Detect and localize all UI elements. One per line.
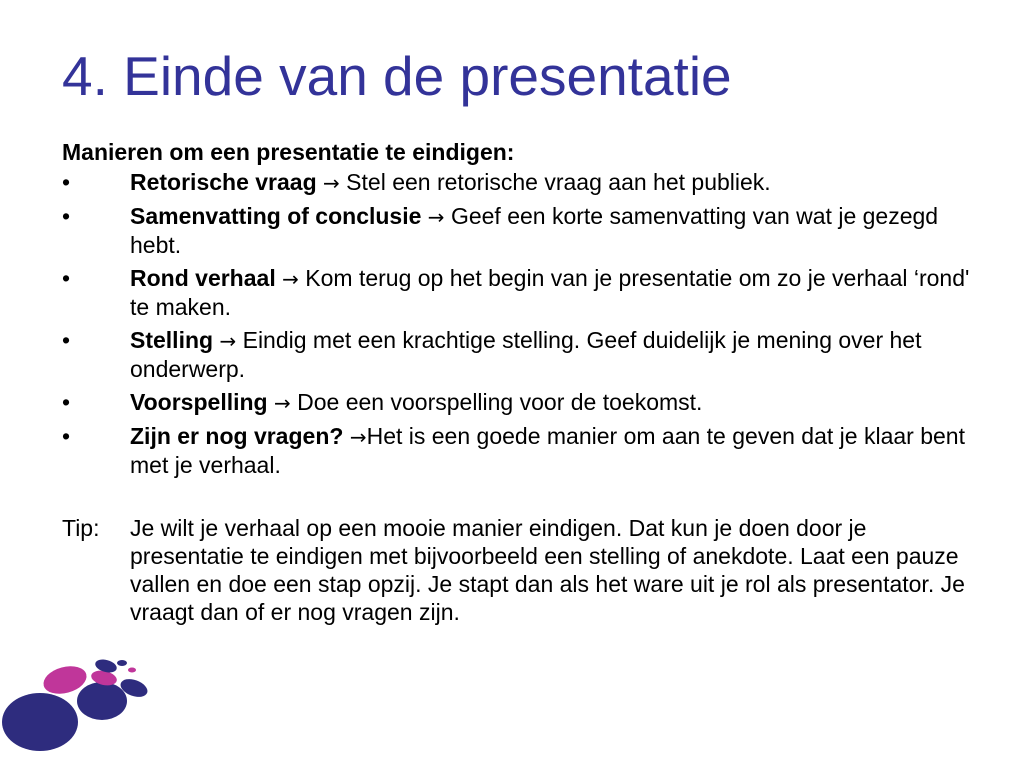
bullet-term: Samenvatting of conclusie xyxy=(130,203,422,229)
bullet-marker: • xyxy=(62,389,71,415)
bullet-marker: • xyxy=(62,327,71,353)
bullet-text: Kom terug op het begin van je presentatie om zo je verhaal ‘rond' te maken. xyxy=(130,265,970,320)
tip-block xyxy=(62,514,972,626)
tip-text: Je wilt je verhaal op een mooie manier eindigen. Dat kun je doen door je presentatie te eindigen met bijvoorbeeld een stelling of anekdote. Laat een pauze vallen en doe een stap opzij. Je stapt dan als het ware uit je rol als presentator. Je vraagt dan of er nog vragen zijn. xyxy=(130,515,965,625)
bullet-term: Rond verhaal xyxy=(130,265,276,291)
list-item xyxy=(62,168,972,197)
bullet-text: Geef een korte samenvatting van wat je gezegd hebt. xyxy=(130,203,939,258)
bullet-term: Retorische vraag xyxy=(130,169,317,195)
bullet-list xyxy=(62,168,972,479)
logo-bubble xyxy=(2,693,78,751)
intro-text: Manieren om een presentatie te eindigen: xyxy=(62,139,515,165)
bullet-marker: • xyxy=(62,423,71,449)
bullet-term: Stelling xyxy=(130,327,214,353)
bullet-text: Het is een goede manier om aan te geven dat je klaar bent met je verhaal. xyxy=(130,423,965,478)
arrow-right-icon: → xyxy=(427,205,445,229)
arrow-right-icon: → xyxy=(273,391,291,415)
logo-bubble xyxy=(77,682,127,720)
bullet-term: Voorspelling xyxy=(130,389,268,415)
logo-bubble xyxy=(117,660,127,666)
list-item xyxy=(62,202,972,259)
arrow-right-icon: → xyxy=(349,425,367,449)
bullet-marker: • xyxy=(62,265,71,291)
bullet-text: Doe een voorspelling voor de toekomst. xyxy=(290,389,703,415)
list-item xyxy=(62,264,972,321)
slide-title: 4. Einde van de presentatie xyxy=(62,45,732,107)
bullet-text: Eindig met een krachtige stelling. Geef duidelijk je mening over het onderwerp. xyxy=(130,327,922,382)
arrow-right-icon: → xyxy=(282,267,299,291)
list-item xyxy=(62,422,972,479)
tip-label: Tip: xyxy=(62,515,100,541)
list-item xyxy=(62,388,972,417)
logo-bubble xyxy=(128,668,136,673)
list-item xyxy=(62,326,972,383)
bullet-term: Zijn er nog vragen? xyxy=(130,423,344,449)
slide-content xyxy=(62,138,972,626)
bullet-marker: • xyxy=(62,203,71,229)
arrow-right-icon: → xyxy=(219,329,237,353)
bullet-text: Stel een retorische vraag aan het publiek. xyxy=(339,169,771,195)
bubbles-logo-icon xyxy=(0,648,160,768)
bullet-marker: • xyxy=(62,169,71,195)
arrow-right-icon: → xyxy=(323,171,340,195)
